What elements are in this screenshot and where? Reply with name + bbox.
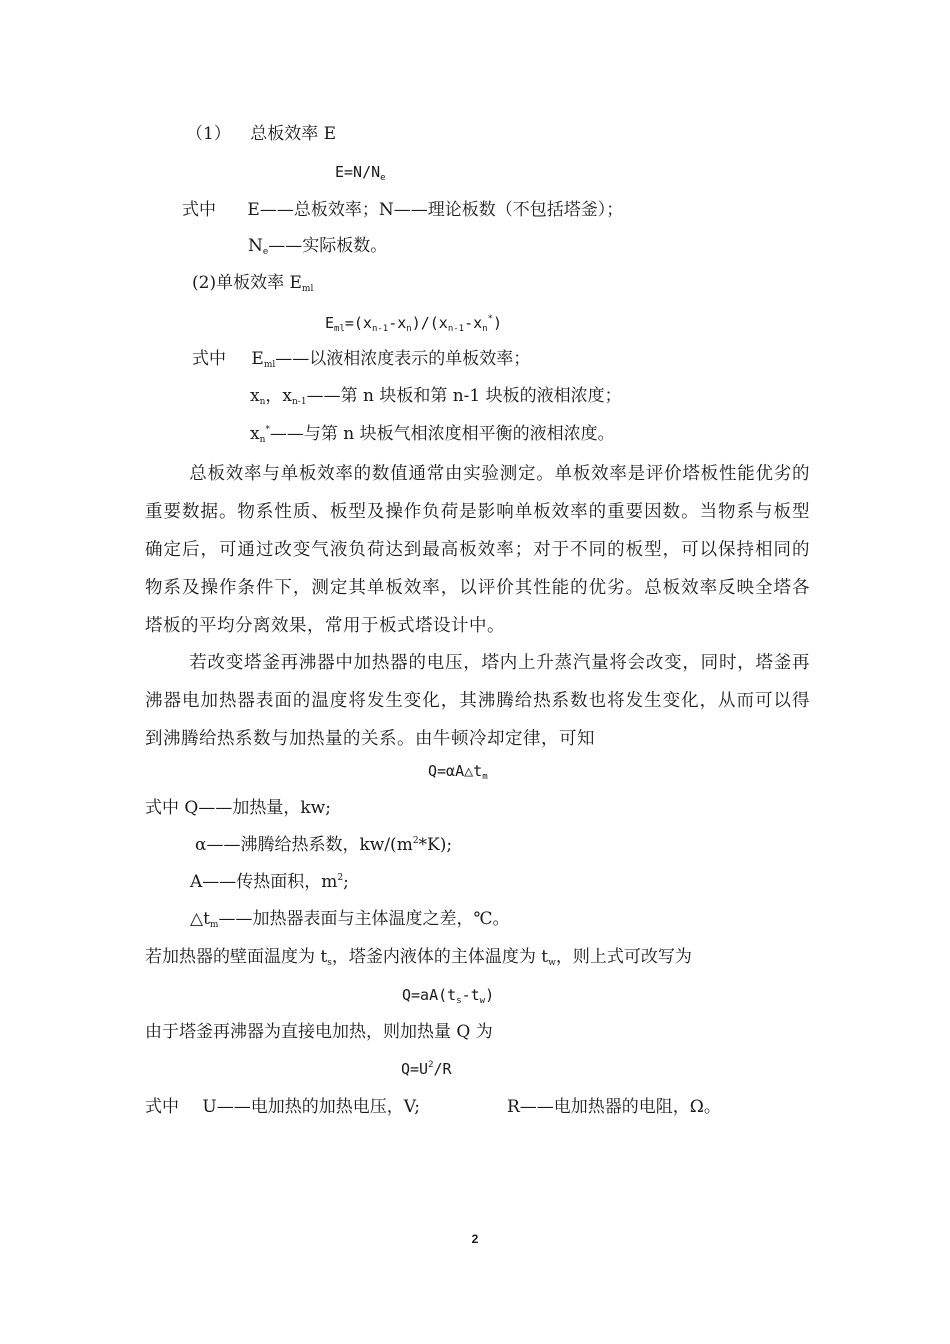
sec2-label: (2)	[192, 273, 217, 293]
newton-def-4: $\triangle t_m——$加热器表面与主体温度之差，℃。	[190, 909, 510, 930]
def-text: E——总板效率；N——理论板数（不包括塔釜）；	[247, 200, 624, 220]
wall-formula: $Q=aA(t_s-t_w)$	[402, 986, 495, 1006]
sec1-formula: $E=N/N_e$	[335, 163, 386, 183]
sec1-def-line1	[182, 199, 623, 221]
heat-def-r: R——电加热器的电阻，Ω。	[507, 1097, 721, 1117]
paragraph-1: 总板效率与单板效率的数值通常由实验测定。单板效率是评价塔板性能优劣的重要数据。物系性质、板型及操作负荷是影响单板效率的重要因数。当物系与板型确定后，可通过改变气液负荷达到最高板效率；对于不同的板型，可以保持相同的物系及操作条件下，测定其单板效率，以评价其性能的优劣。总板效率反映全塔各塔板的平均分离效果，常用于板式塔设计中。	[145, 464, 810, 636]
newton-formula: $Q=\alpha A\triangle t_m$	[428, 762, 488, 782]
sec1-heading	[186, 123, 336, 145]
where-label: 式中	[145, 1097, 179, 1117]
sec2-formula: $E_{ml}=(x_{n-1}-x_n)/(x_{n-1}-x_n^*)$	[325, 314, 503, 334]
heat-formula: $Q=U^2/R$	[401, 1060, 452, 1078]
newton-def-1: 式中 Q——加热量，kw;	[145, 798, 331, 818]
sec2-heading: (2)单板效率 $E_{ml}$	[192, 273, 314, 294]
page-number: 2	[471, 1232, 479, 1246]
newton-def-3: A——传热面积，$m^2$;	[190, 872, 349, 892]
sec1-def-line2: $N_e——$实际板数。	[248, 236, 388, 257]
heat-line: 由于塔釜再沸器为直接电加热，则加热量 Q 为	[145, 1022, 493, 1042]
heat-def: 式中 U——电加热的加热电压，V;	[145, 1097, 421, 1117]
sec2-title: 单板效率 E	[216, 273, 302, 293]
sec1-title: 总板效率 E	[250, 124, 337, 144]
sec2-def-line3: $x_n^*——$与第 n 块板气相浓度相平衡的液相浓度。	[250, 424, 615, 445]
where-label: 式中	[182, 200, 216, 220]
newton-def-2: α——沸腾给热系数，$kw/(m^2*K)$;	[195, 835, 453, 855]
where-label: 式中	[192, 349, 226, 369]
wall-line: 若加热器的壁面温度为 $t_s$，塔釜内液体的主体温度为 $t_w$，则上式可改写为	[145, 947, 692, 968]
paragraph-2: 若改变塔釜再沸器中加热器的电压，塔内上升蒸汽量将会改变，同时，塔釜再沸器电加热器表面的温度将发生变化，其沸腾给热系数也将发生变化，从而可以得到沸腾给热系数与加热量的关系。由牛顿冷却定律，可知	[145, 653, 810, 749]
sec2-def-line1: 式中 $E_{ml}——$以液相浓度表示的单板效率；	[192, 349, 531, 370]
sec1-label: （1）	[186, 124, 231, 144]
sec2-def-line2: $x_n$，$x_{n-1}——$第 n 块板和第 n-1 块板的液相浓度；	[250, 386, 622, 407]
